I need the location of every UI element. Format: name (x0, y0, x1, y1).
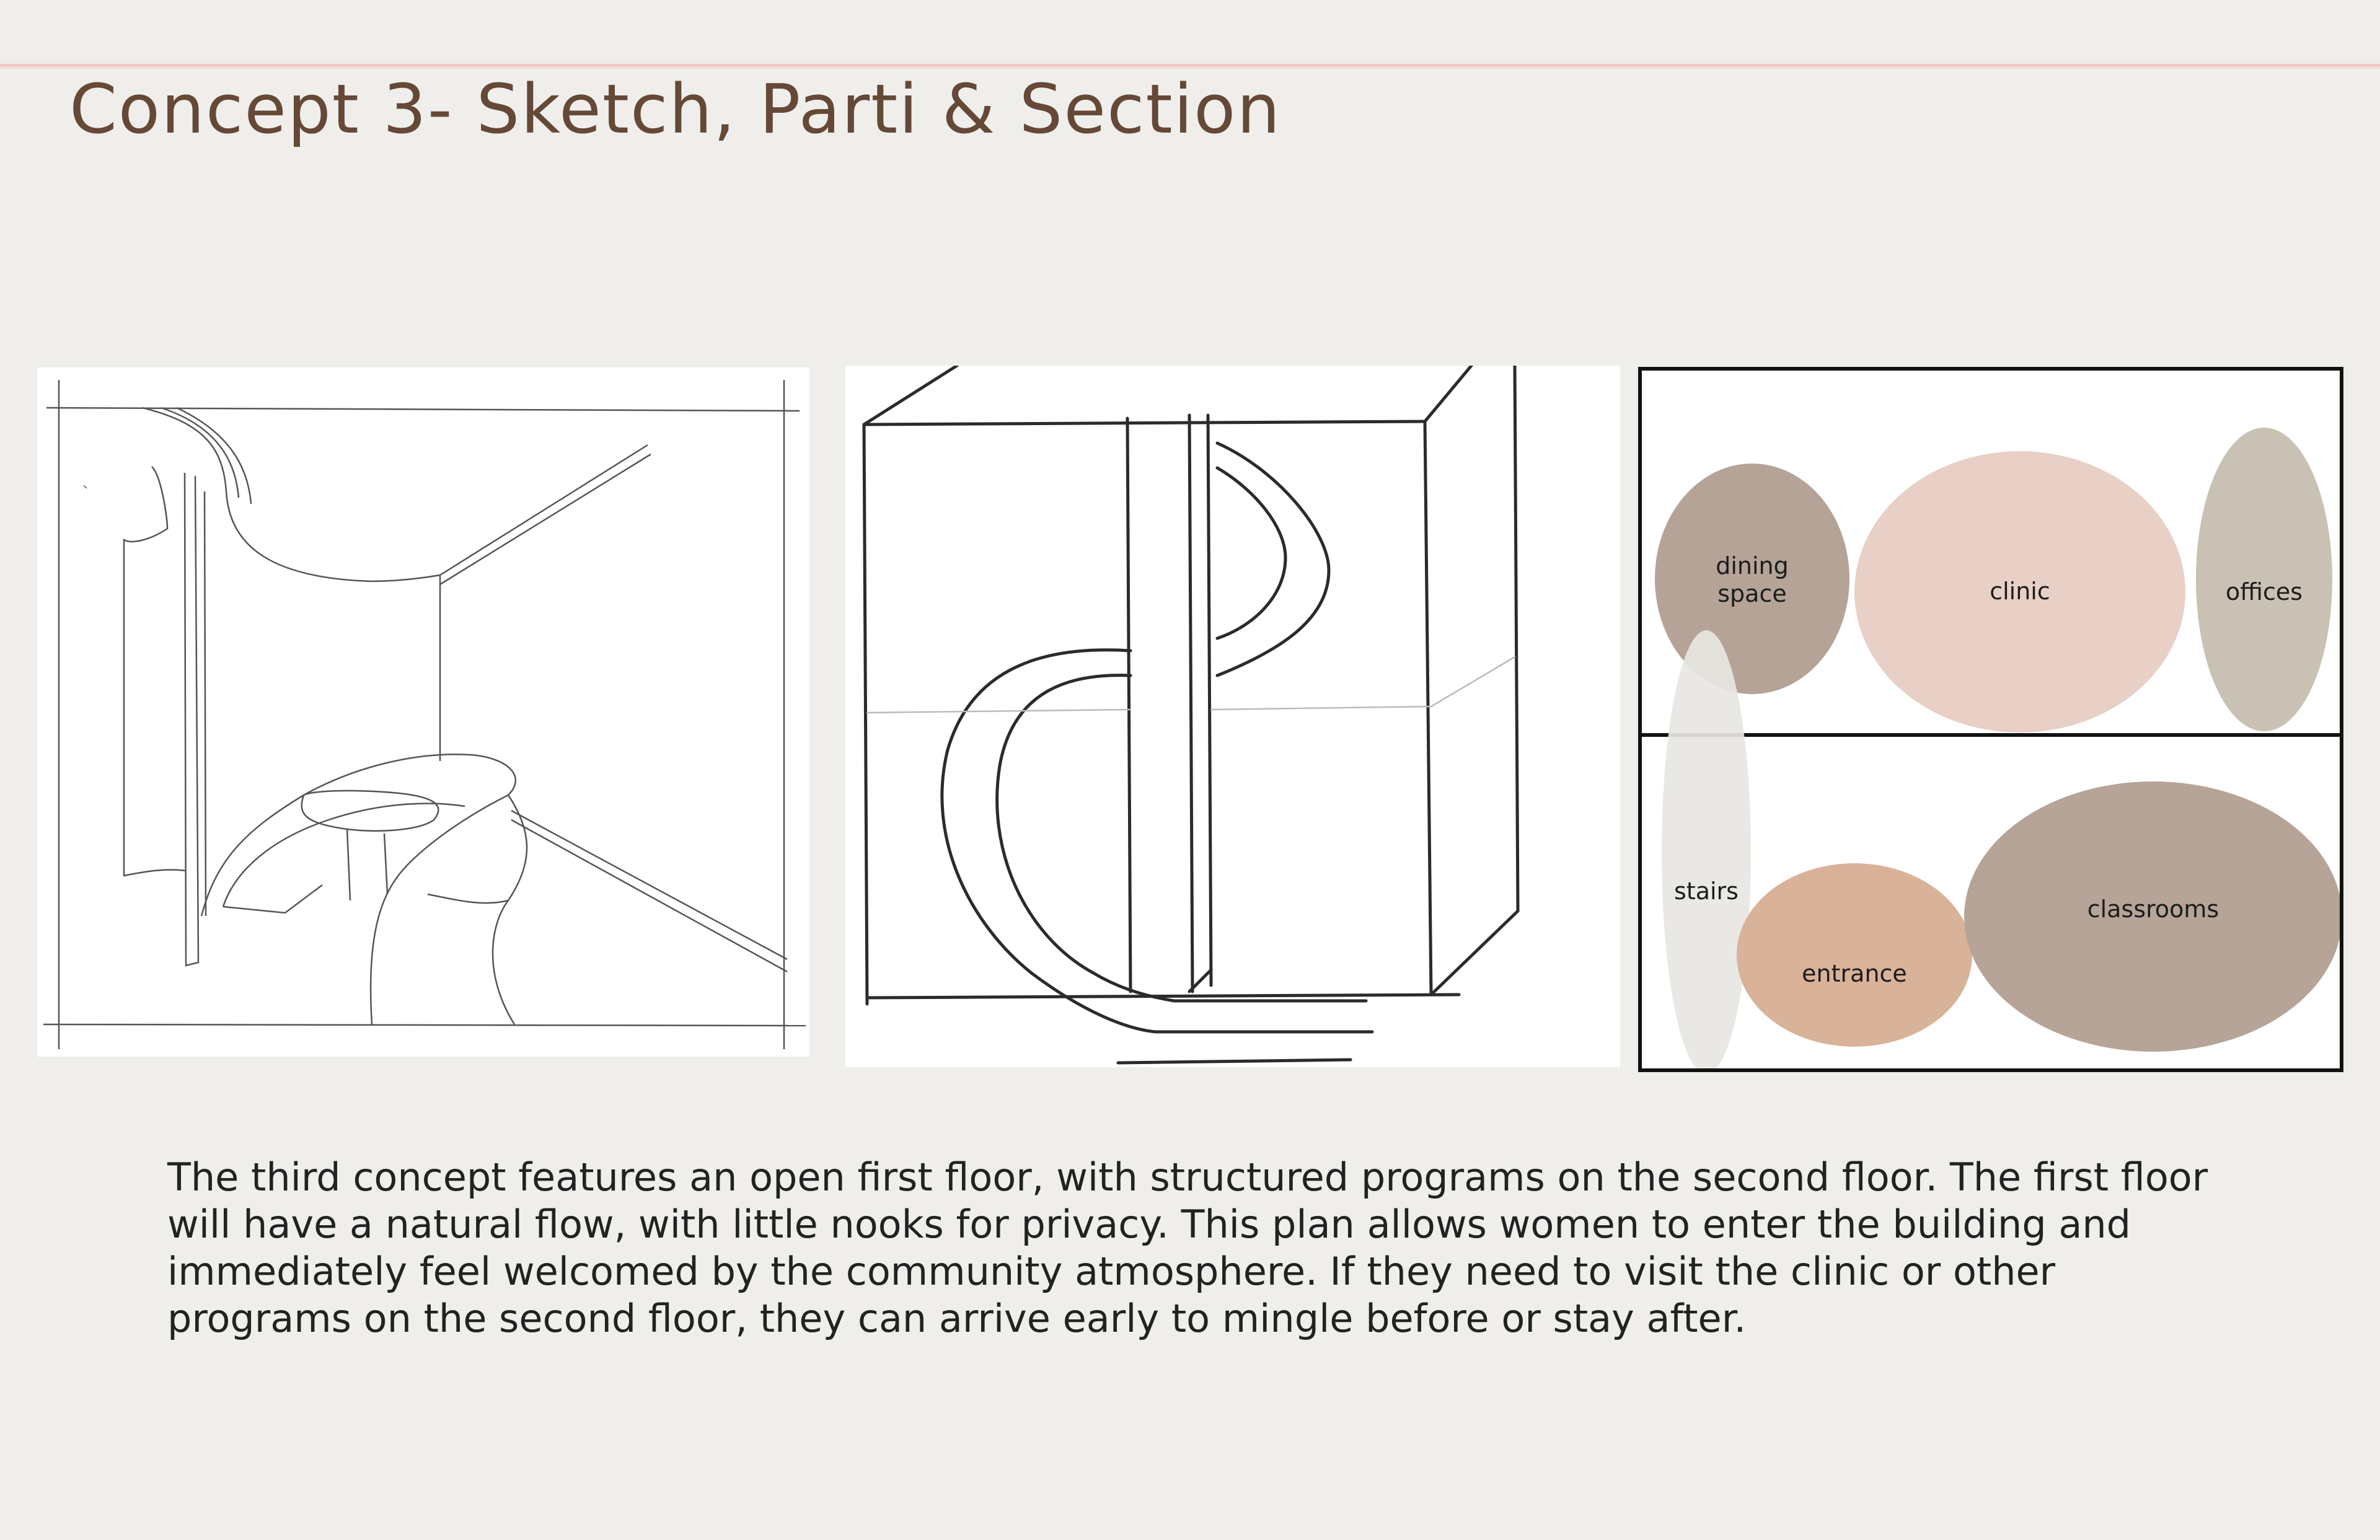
label-space: space (1717, 580, 1787, 607)
bubble-entrance (1737, 863, 1972, 1047)
section-bubble-diagram (1638, 367, 2343, 1072)
slide-title: Concept 3- Sketch, Parti & Section (69, 69, 1282, 149)
label-classrooms: classrooms (2087, 895, 2219, 923)
concept-description: The third concept features an open first floor, with structured programs on the second floor. The first floor will have a natural flow, with little nooks for privacy. This plan allows women to enter the building and immediately feel welcomed by the community atmosphere. If they need to visit the clinic or other programs on the second floor, they can arrive early to mingle before or stay after. (167, 1155, 2208, 1341)
header-rule-secondary (0, 68, 2380, 69)
label-offices: offices (2225, 578, 2303, 605)
label-dining: dining (1716, 552, 1789, 579)
header-rule (0, 64, 2380, 67)
label-entrance: entrance (1802, 960, 1907, 987)
bubble-stairs (1662, 630, 1751, 1068)
parti-sketch-image (845, 366, 1620, 1067)
interior-sketch-image (37, 367, 809, 1057)
label-clinic: clinic (1990, 578, 2050, 605)
label-stairs: stairs (1674, 878, 1739, 905)
